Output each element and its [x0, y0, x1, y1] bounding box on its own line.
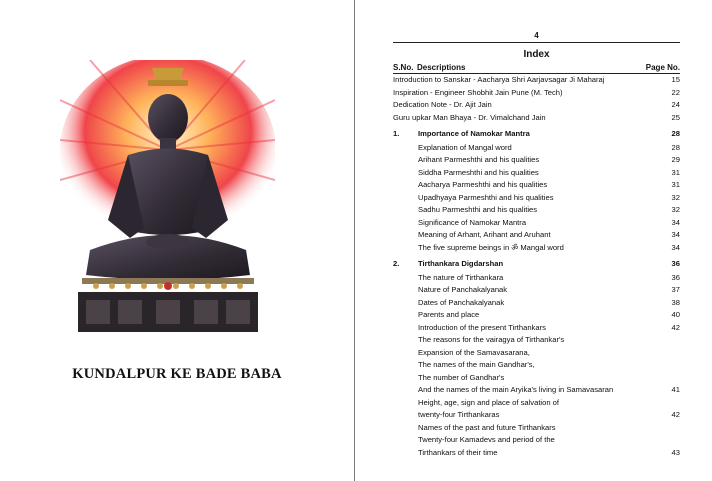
- index-row: [393, 142, 680, 154]
- index-row: [393, 99, 680, 111]
- index-row: [393, 217, 680, 229]
- index-row-page: 43: [671, 447, 680, 457]
- index-row-description: Significance of Namokar Mantra: [418, 217, 527, 227]
- index-row: [393, 422, 680, 434]
- index-row-description: Dates of Panchakalyanak: [418, 297, 505, 307]
- index-row-description: Arihant Parmeshthi and his qualities: [418, 155, 540, 164]
- index-row: [393, 272, 680, 284]
- header-descriptions: Descriptions: [417, 63, 466, 72]
- image-caption: KUNDALPUR KE BADE BABA: [72, 366, 282, 382]
- index-row-number: 1.: [393, 129, 400, 138]
- index-row-page: 36: [671, 259, 680, 268]
- index-row-description: And the names of the main Aryika's living in Samavasaran: [418, 385, 614, 394]
- index-row-page: 28: [671, 129, 680, 138]
- index-row: [393, 434, 680, 446]
- table-header: [393, 63, 680, 73]
- index-row-description: Guru upkar Man Bhaya - Dr. Vimalchand Jain: [393, 112, 546, 122]
- index-row-description: The five supreme beings in ॐ Mangal word: [418, 242, 564, 252]
- index-row-page: 42: [671, 410, 680, 419]
- index-row: [393, 87, 680, 99]
- index-row-page: 37: [671, 285, 680, 294]
- index-row: [393, 112, 680, 124]
- index-row-description: Introduction to Sanskar - Aacharya Shri Aarjavsagar Ji Maharaj: [393, 75, 605, 84]
- index-row: [393, 204, 680, 216]
- index-row: [393, 242, 680, 254]
- index-row: [393, 409, 680, 421]
- index-row-description: The names of the main Gandhar's,: [418, 360, 535, 369]
- index-row-description: Sadhu Parmeshthi and his qualities: [418, 205, 538, 214]
- index-row: [393, 74, 680, 86]
- index-row-page: 22: [671, 87, 680, 97]
- index-title: Index: [523, 49, 550, 60]
- index-row-page: 31: [671, 167, 680, 177]
- index-row-description: Explanation of Mangal word: [418, 142, 512, 152]
- index-row-page: 41: [671, 385, 680, 394]
- index-row: [393, 167, 680, 179]
- index-row-page: 32: [671, 192, 680, 202]
- index-row-description: Importance of Namokar Mantra: [418, 129, 530, 138]
- tirthankara-idol-image: [60, 60, 275, 345]
- index-row-page: 40: [671, 310, 680, 319]
- index-row-page: 32: [671, 205, 680, 214]
- page-divider: [354, 0, 355, 481]
- index-row-description: twenty-four Tirthankaras: [418, 410, 500, 419]
- index-row: [393, 179, 680, 191]
- index-row-description: Aacharya Parmeshthi and his qualities: [418, 180, 548, 189]
- index-row: [393, 447, 680, 459]
- index-row-description: Tirthankars of their time: [418, 447, 498, 457]
- index-row: [393, 334, 680, 346]
- index-row-description: Introduction of the present Tirthankars: [418, 322, 546, 332]
- index-row-page: 31: [671, 180, 680, 189]
- index-row-description: Height, age, sign and place of salvation of: [418, 397, 559, 407]
- index-row-description: Names of the past and future Tirthankars: [418, 422, 556, 432]
- index-row-page: 28: [671, 142, 680, 152]
- left-page: [0, 0, 354, 481]
- index-row: [393, 297, 680, 309]
- index-row-page: 15: [671, 75, 680, 84]
- index-row-description: Dedication Note - Dr. Ajit Jain: [393, 100, 492, 109]
- index-row-page: 34: [671, 230, 680, 239]
- index-row-description: Expansion of the Samavasarana,: [418, 347, 530, 357]
- index-section-row: [393, 258, 680, 270]
- index-section-row: [393, 128, 680, 140]
- index-row-description: Nature of Panchakalyanak: [418, 285, 508, 294]
- index-row-page: 34: [671, 242, 680, 252]
- index-row-page: 34: [671, 217, 680, 227]
- index-row: [393, 154, 680, 166]
- index-row-description: Tirthankara Digdarshan: [418, 259, 504, 268]
- index-row-description: The reasons for the vairagya of Tirthankar's: [418, 335, 565, 344]
- index-row-page: 38: [671, 297, 680, 307]
- index-row-description: Parents and place: [418, 310, 480, 319]
- index-row-description: Inspiration - Engineer Shobhit Jain Pune (M. Tech): [393, 87, 563, 97]
- index-row-page: 29: [671, 155, 680, 164]
- top-divider: [393, 42, 680, 43]
- header-sno: S.No.: [393, 63, 414, 72]
- page-number: 4: [534, 31, 539, 40]
- header-page-no: Page No.: [645, 63, 680, 72]
- index-row: [393, 372, 680, 384]
- index-row-description: Meaning of Arhant, Arihant and Aruhant: [418, 230, 551, 239]
- index-row-description: Twenty-four Kamadevs and period of the: [418, 435, 555, 444]
- index-row: [393, 322, 680, 334]
- index-row: [393, 192, 680, 204]
- index-row-page: 42: [671, 322, 680, 332]
- index-row: [393, 384, 680, 396]
- index-row: [393, 359, 680, 371]
- index-row: [393, 284, 680, 296]
- index-row: [393, 229, 680, 241]
- index-row-page: 24: [671, 100, 680, 109]
- index-row-description: Upadhyaya Parmeshthi and his qualities: [418, 192, 554, 202]
- index-row: [393, 309, 680, 321]
- index-row: [393, 397, 680, 409]
- index-row-description: Siddha Parmeshthi and his qualities: [418, 167, 539, 177]
- index-row-page: 25: [671, 112, 680, 122]
- index-row: [393, 347, 680, 359]
- index-row-number: 2.: [393, 259, 400, 268]
- index-row-page: 36: [671, 272, 680, 282]
- index-row-description: The number of Gandhar's: [418, 372, 505, 382]
- index-row-description: The nature of Tirthankara: [418, 272, 504, 282]
